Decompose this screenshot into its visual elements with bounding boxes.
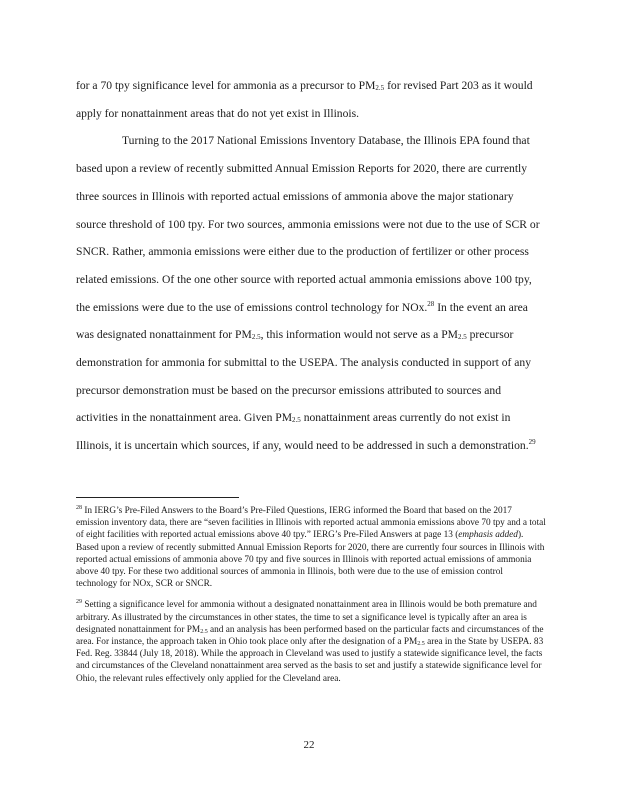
text-run: and an analysis has been performed based on the particular facts and circumstances of the area. For instance, the approach taken in Ohio took place only after the designation of a PM bbox=[76, 624, 544, 648]
paragraph-inventory bbox=[76, 127, 544, 459]
body-text bbox=[76, 72, 544, 460]
text-run: , this information would not serve as a PM bbox=[260, 328, 458, 342]
text-run: Setting a significance level for ammonia without a designated nonattainment area in Illinois would be both premature and arbitrary. As illustrated by the circumstances in other states, the time to set a significance level is typically after an area is designated nonattainment for PM bbox=[76, 600, 537, 635]
footnote-ref-29: 29 bbox=[528, 438, 536, 447]
subscript: 2.5 bbox=[417, 641, 425, 648]
subscript: 2.5 bbox=[200, 628, 208, 635]
footnotes bbox=[76, 505, 546, 694]
text-run: Turning to the 2017 National Emissions Inventory Database, the Illinois EPA found that based upon a review of recently submitted Annual Emission Reports for 2020, there are currently three sources in Illinois with reported actual emissions of ammonia above the major stationary source threshold of 100 tpy. For two sources, ammonia emissions were not due to the use of SCR or SNCR. Rather, ammonia emissions were either due to the production of fertilizer or other process related emissions. Of the one other source with reported actual ammonia emissions above 100 tpy, the emissions were due to the use of emissions control technology for NOx. bbox=[76, 134, 540, 314]
footnote-divider bbox=[76, 497, 239, 498]
footnote-29 bbox=[76, 599, 546, 684]
text-run: ). Based upon a review of recently submitted Annual Emission Reports for 2020, there are currently four sources in Illinois with reported actual emissions of ammonia above 70 tpy and five sources in Illinois with reported actual emissions of ammonia above 40 tpy. For these two additional sources of ammonia in Illinois, both were due to the use of emission control technology for NOx, SCR or SNCR. bbox=[76, 530, 545, 590]
text-run: area in the State by USEPA. 83 Fed. Reg. 33844 (July 18, 2018). While the approach in Cleveland was used to justify a statewide significance level, the facts and circumstances of the Cleveland nonattainment area served as the basis to set and justify a statewide significance level for Ohio, the relevant rules effectively only applied for the Cleveland area. bbox=[76, 637, 544, 684]
text-run: nonattainment areas currently do not exist in Illinois, it is uncertain which sources, if any, would need to be addressed in such a demonstration. bbox=[76, 411, 529, 453]
subscript: 2.5 bbox=[292, 416, 301, 425]
footnote-28 bbox=[76, 505, 546, 590]
emphasis-text: emphasis added bbox=[458, 530, 518, 541]
footnote-number: 28 bbox=[76, 505, 82, 511]
subscript: 2.5 bbox=[457, 333, 467, 342]
text-run: In IERG’s Pre-Filed Answers to the Board’s Pre-Filed Questions, IERG informed the Board that based on the 2017 emission inventory data, there are “seven facilities in Illinois with reported actual ammonia emissions above 70 tpy and a total of eight facilities with reported actual emissions above 40 tpy.” IERG’s Pre-Filed Answers at page 13 ( bbox=[76, 506, 546, 541]
page-number: 22 bbox=[303, 739, 315, 751]
footnote-ref-28: 28 bbox=[427, 299, 435, 308]
text-run: for revised Part 203 as it would apply for nonattainment areas that do not yet exist in Illinois. bbox=[76, 79, 533, 120]
footnote-number: 29 bbox=[76, 599, 82, 606]
subscript: 2.5 bbox=[251, 333, 261, 342]
text-run: for a 70 tpy significance level for ammonia as a precursor to PM bbox=[76, 79, 376, 92]
subscript: 2.5 bbox=[375, 84, 385, 92]
text-run: precursor demonstration for ammonia for submittal to the USEPA. The analysis conducted in support of any precursor demonstration must be based on the precursor emissions attributed to sources and activities in the nonattainment area. Given PM bbox=[76, 328, 531, 425]
paragraph-continuation bbox=[76, 72, 544, 127]
text-run: In the event an area was designated nonattainment for PM bbox=[76, 300, 528, 342]
